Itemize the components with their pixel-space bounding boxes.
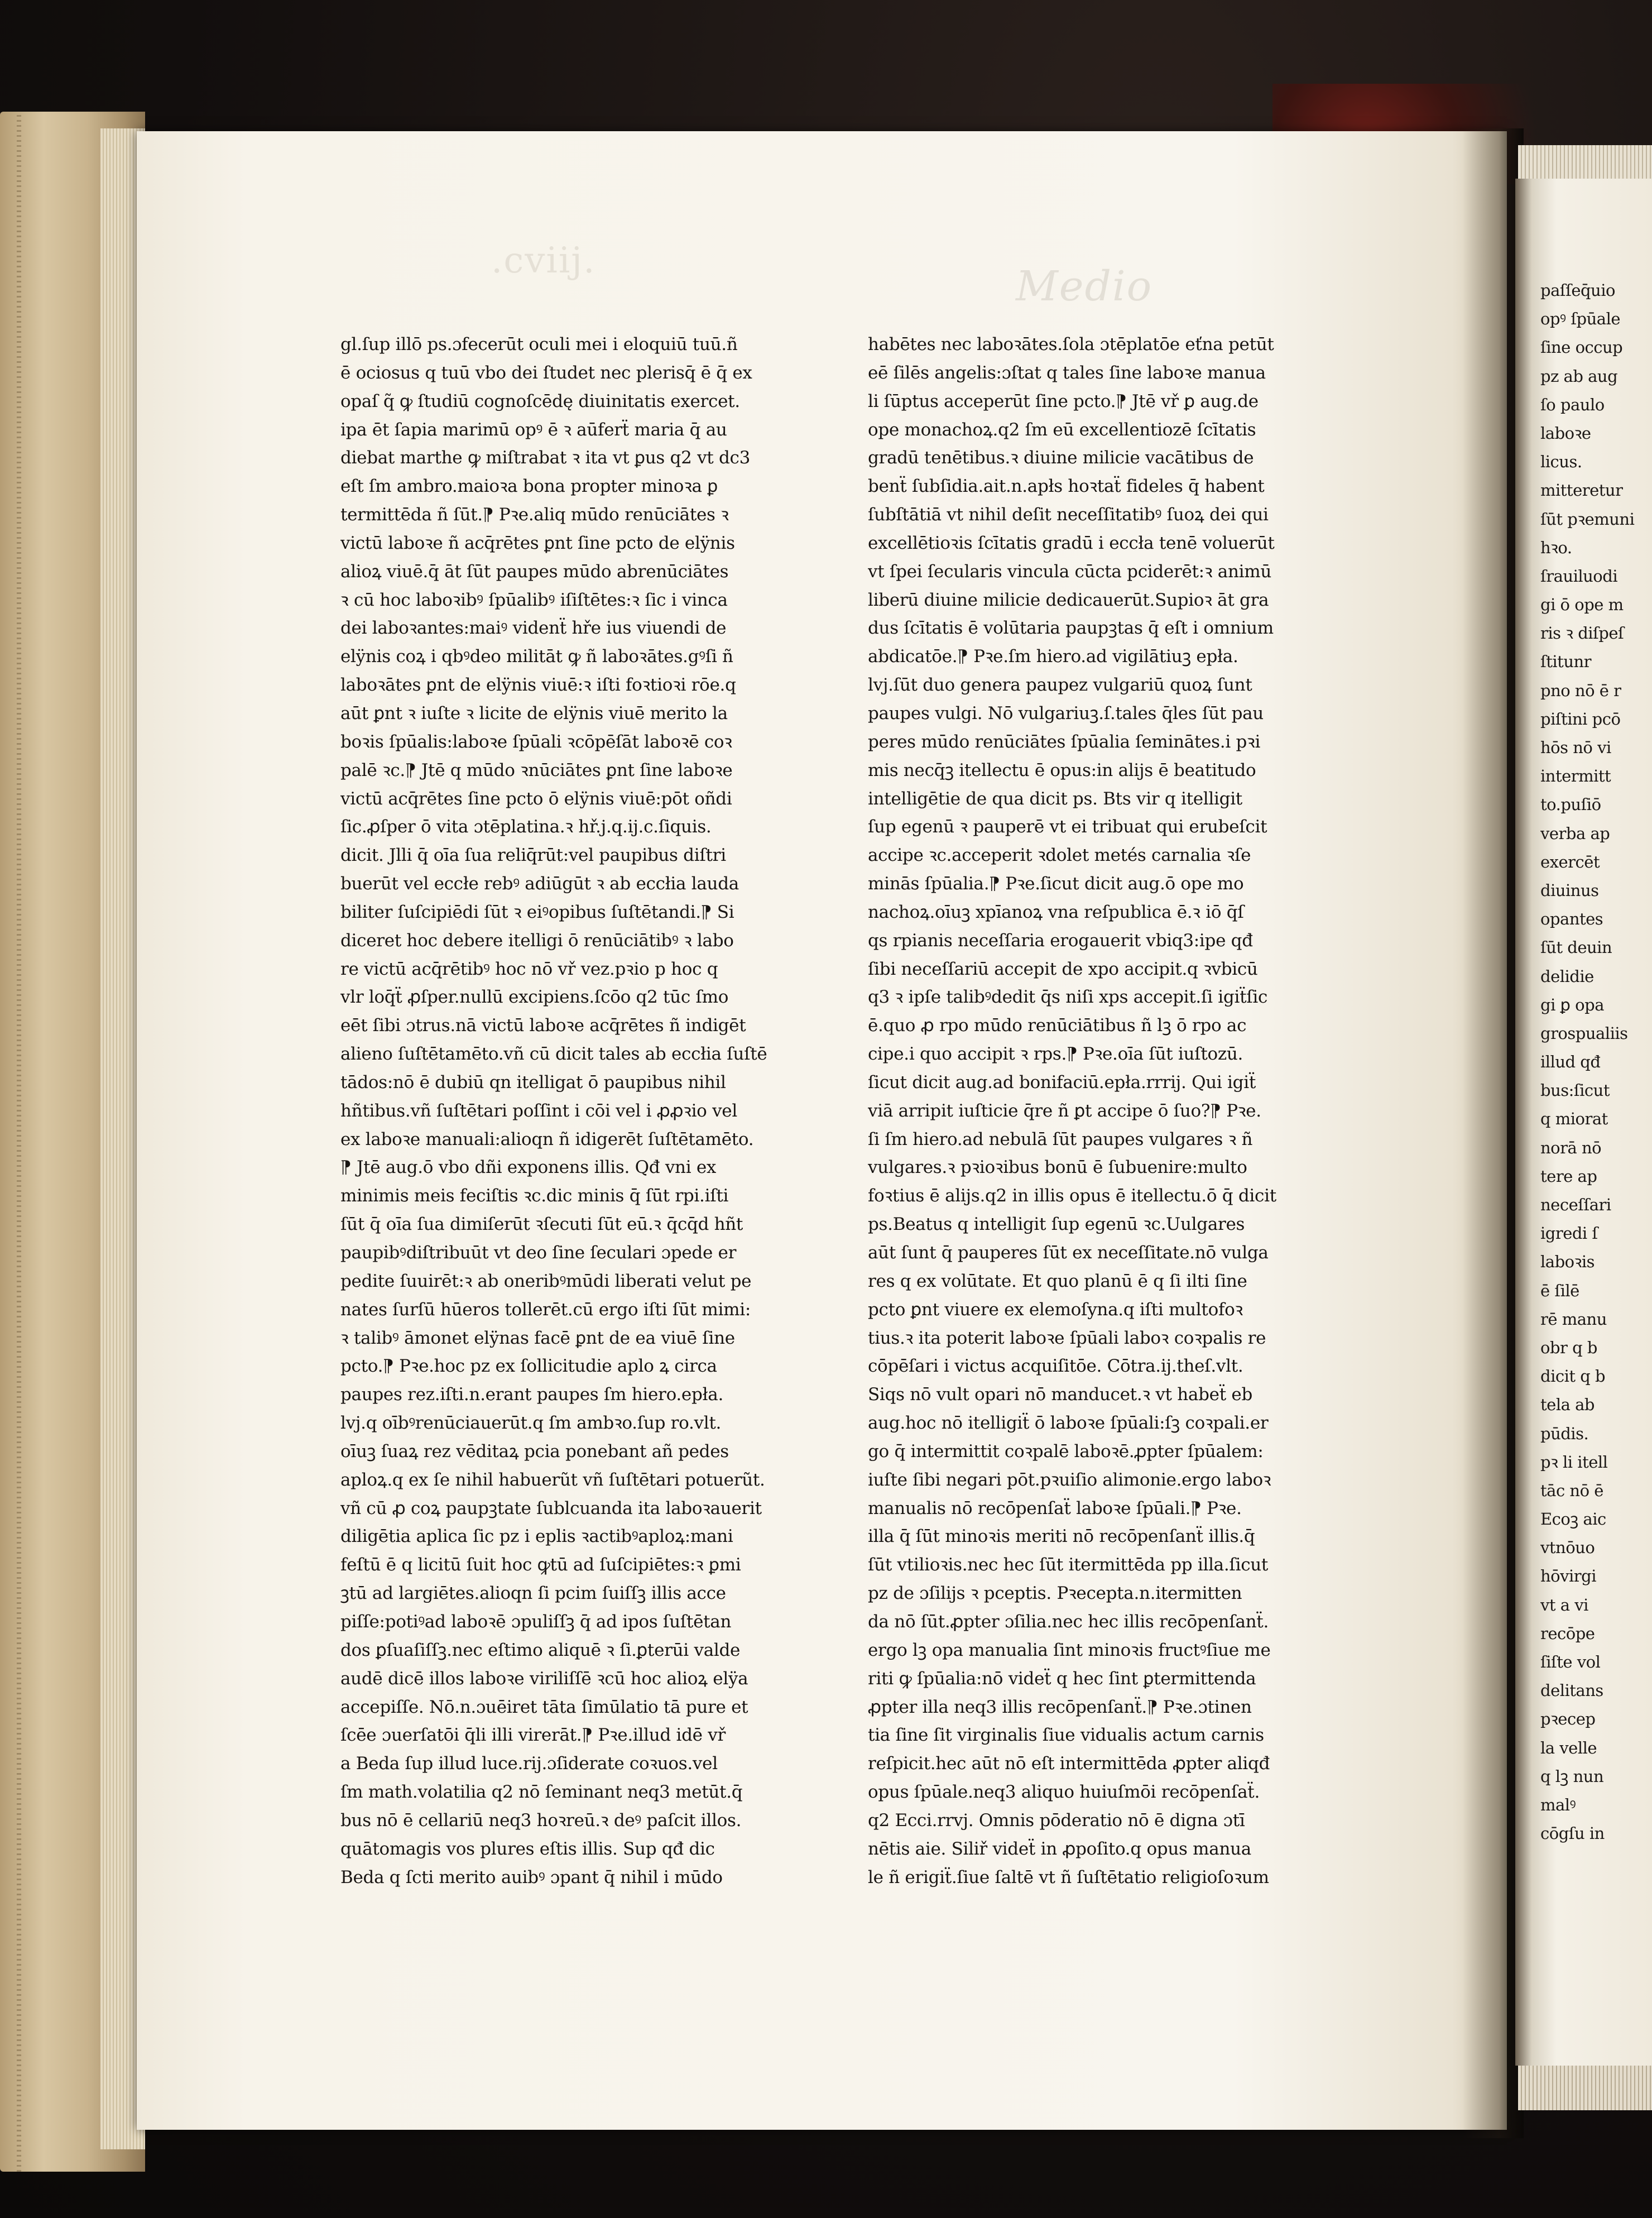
adjacent-text-line: pūdis. — [1540, 1424, 1589, 1443]
adjacent-text-line: diuinus — [1540, 880, 1599, 900]
text-line: habētes nec laboꝛātes.ſola ɔtēplatōe eťna petūt — [868, 334, 1274, 355]
text-line: ps.Beatus q intelligit ſup egenū ꝛc.Uulgares — [868, 1214, 1245, 1235]
text-line: ꝛ talibꝰ āmonet elÿnas facē ꝑnt de ea viuē ſine — [340, 1328, 735, 1348]
text-line: ſibi neceſſariū accepit de xpo accipit.q ꝛvbicū — [868, 959, 1258, 979]
adjacent-text-line: gi ō ope m — [1540, 595, 1624, 615]
running-header-showthrough: Medio — [1016, 262, 1153, 310]
text-line: gl.ſup illō ps.ɔfecerūt oculi mei i eloquiū tuū.ñ — [340, 334, 738, 355]
text-line: diebat marthe ꝙ miſtrabat ꝛ ita vt ꝑus q2 vt dc3 — [340, 448, 751, 468]
text-line: pcto.⁋ Pꝛe.hoc pz ex ſollicitudie aplo ꝝ circa — [340, 1356, 717, 1377]
text-line: ope monachoꝝ.q2 ſm eū excellentiozē ſcītatis — [868, 419, 1256, 440]
text-line: victū laboꝛe ñ acq̄rētes ꝑnt ſine pcto de elÿnis — [340, 533, 735, 553]
adjacent-text-line: illud qđ — [1540, 1052, 1601, 1072]
text-line: Siqs nō vult opari nō manducet.ꝛ vt habeẗ eb — [868, 1385, 1252, 1405]
adjacent-text-line: tela ab — [1540, 1395, 1595, 1415]
text-line: boꝛis ſpūalis:laboꝛe ſpūali ꝛcōpēſāt laboꝛē coꝛ — [340, 731, 732, 752]
text-line: alioꝝ viuē.q̄ āt ſūt paupes mūdo abrenūciātes — [340, 561, 729, 582]
adjacent-text-line: delidie — [1540, 966, 1594, 986]
text-line: benẗ ſubſidia.ait.n.apłs hoꝛtaẗ fideles q̄ habent — [868, 476, 1265, 497]
text-line: pz de ɔſilijs ꝛ pceptis. Pꝛecepta.n.itermitten — [868, 1583, 1242, 1604]
text-line: illa q̄ ſūt minoꝛis meriti nō recōpenſanẗ illis.q̄ — [868, 1526, 1255, 1547]
text-line: dos ꝑſuaſiſſꝫ.nec eſtimo aliquē ꝛ ſi.ꝑterūi valde — [340, 1640, 741, 1660]
text-line: res q ex volūtate. Et quo planū ē q ſi ilti ſine — [868, 1271, 1247, 1291]
text-line: lvj.q oībꝰrenūciauerūt.q ſm ambꝛo.ſup ro.vlt. — [340, 1413, 722, 1434]
text-line: diligētia aplica ſic pz i eplis ꝛactibꝰaploꝝ:mani — [340, 1526, 733, 1547]
text-line: buerūt vel eccłe rebꝰ adiūgūt ꝛ ab eccłia lauda — [340, 874, 739, 894]
adjacent-text-line: la velle — [1540, 1738, 1597, 1757]
folio-showthrough: .cviij. — [491, 240, 596, 281]
text-line: dicit. Jlli q̄ oīa ſua reliq̄rūt:vel paupibus diſtri — [340, 845, 726, 866]
text-line: paupes rez.iſti.n.erant paupes ſm hiero.epła. — [340, 1385, 724, 1405]
text-line: Beda q ſcti merito auibꝰ ɔpant q̄ nihil i mūdo — [340, 1867, 723, 1888]
text-line: liberū diuine milicie dedicauerūt.Supioꝛ āt gra — [868, 590, 1269, 610]
text-line: ſicut dicit aug.ad bonifaciū.epła.rrrij. Qui igiẗ — [868, 1072, 1256, 1093]
text-line: cipe.i quo accipit ꝛ rps.⁋ Pꝛe.oīa ſūt iuſtozū. — [868, 1044, 1243, 1065]
text-line: elÿnis coꝝ i qbꝰdeo militāt ꝙ ñ laboꝛātes.gꝰſi ñ — [340, 646, 733, 667]
text-line: peres mūdo renūciātes ſpūalia ſeminātes.i pꝛi — [868, 731, 1261, 752]
text-line: opus ſpūale.neq3 aliquo huiuſmōi recōpenſaẗ. — [868, 1782, 1260, 1803]
text-line: abdicatōe.⁋ Pꝛe.ſm hiero.ad vigilātiuꝫ epła. — [868, 646, 1238, 667]
text-line: qs rpianis neceſſaria erogauerit vbiq3:ipe qđ — [868, 930, 1253, 951]
text-line: q2 Ecci.rrvj. Omnis pōderatio nō ē digna ɔtī — [868, 1810, 1245, 1831]
text-line: paupes vulgi. Nō vulgariuꝫ.ſ.tales q̄les ſūt pau — [868, 703, 1264, 724]
adjacent-text-line: vt a vi — [1540, 1595, 1588, 1615]
text-line: tia ſine ſit virginalis ſiue vidualis actum carnis — [868, 1725, 1264, 1746]
adjacent-text-line: ſine occup — [1540, 338, 1623, 357]
text-line: viā arripit iuſticie q̄re ñ ꝑt accipe ō ſuo?⁋ Pꝛe. — [868, 1100, 1261, 1121]
text-line: vlr loq̄ẗ ꝓſper.nullū excipiens.ſcōo q2 tūc ſmo — [340, 987, 729, 1008]
text-line: vñ cū ꝓ coꝝ paupꝫtate ſublcuanda ita laboꝛauerit — [340, 1498, 762, 1518]
text-line: tius.ꝛ ita poterit laboꝛe ſpūali laboꝛ coꝛpalis re — [868, 1328, 1266, 1348]
adjacent-text-line: grospualiis — [1540, 1023, 1628, 1043]
text-line: reſpicit.hec aūt nō eſt intermittēda ꝓpter aliqđ — [868, 1754, 1270, 1774]
adjacent-text-line: igredi ſ — [1540, 1224, 1598, 1243]
right-text-column — [868, 330, 1367, 1891]
adjacent-text-line: ris ꝛ diſpeſ — [1540, 624, 1624, 643]
recto-top-edge — [1518, 145, 1652, 179]
text-line: nates ſurſū hūeros tollerēt.cū ergo iſti ſūt mimi: — [340, 1299, 751, 1320]
text-line: biliter ſuſcipiēdi ſūt ꝛ eiꝰopibus ſuſtētandi.⁋ Si — [340, 902, 734, 922]
adjacent-text-line: ſūt pꝛemuni — [1540, 509, 1635, 529]
adjacent-text-line: delitans — [1540, 1681, 1603, 1700]
text-line: nachoꝝ.oīuꝫ xpīanoꝝ vna reſpublica ē.ꝛ iō q̄ſ — [868, 902, 1244, 922]
left-text-column — [340, 330, 826, 1891]
text-line: riti ꝙ ſpūalia:nō videẗ q hec ſint ꝑtermittenda — [868, 1668, 1256, 1689]
adjacent-text-line: hōs nō vi — [1540, 738, 1611, 757]
text-line: palē ꝛc.⁋ Jtē q mūdo ꝛnūciātes ꝑnt ſine laboꝛe — [340, 760, 733, 780]
text-line: ſūt vtilioꝛis.nec hec ſūt itermittēda pp illa.ſicut — [868, 1555, 1269, 1575]
adjacent-text-line: piſtini pcō — [1540, 709, 1621, 729]
adjacent-text-line: tāc nō ē — [1540, 1481, 1603, 1500]
text-line: re victū acq̄rētibꝰ hoc nō vř vez.pꝛio p hoc q — [340, 959, 718, 979]
adjacent-text-line: neceſſari — [1540, 1195, 1611, 1214]
adjacent-text-line: licus. — [1540, 452, 1582, 472]
text-line: intelligētie de qua dicit ps. Bts vir q itelligit — [868, 788, 1242, 809]
text-line: ſcēe ɔuerſatōi q̄li illi virerāt.⁋ Pꝛe.illud idē vř — [340, 1725, 726, 1746]
text-line: ſi ſm hiero.ad nebulā ſūt paupes vulgares ꝛ ñ — [868, 1129, 1253, 1149]
text-line: dei laboꝛantes:maiꝰ videnẗ hře ius viuendi de — [340, 618, 727, 639]
adjacent-text-line: verba ap — [1540, 823, 1610, 843]
recto-page-partial — [1515, 179, 1652, 2066]
text-line: ſūt q̄ oīa ſua dimiſerūt ꝛſecuti ſūt eū.ꝛ q̄cq̄d hñt — [340, 1214, 743, 1235]
adjacent-text-line: laboꝛe — [1540, 423, 1591, 443]
adjacent-text-line: ſiſte vol — [1540, 1652, 1601, 1671]
adjacent-text-line: gi ꝑ opa — [1540, 995, 1604, 1014]
text-line: piſſe:potiꝰad laboꝛē ɔpuliſſꝫ q̄ ad ipos ſuſtētan — [340, 1611, 732, 1632]
text-line: pedite ſuuirēt:ꝛ ab oneribꝰmūdi liberati velut pe — [340, 1271, 752, 1291]
text-line: ergo lꝫ opa manualia ſint minoꝛis fructꝰſiue me — [868, 1640, 1271, 1660]
recto-bottom-edge — [1518, 2066, 1652, 2110]
text-line: feſtū ē q licitū ſuit hoc ꝙtū ad ſuſcipiētes:ꝛ ꝑmi — [340, 1555, 741, 1575]
text-line: alieno ſuſtētamēto.vñ cū dicit tales ab eccłia ſuſtē — [340, 1044, 767, 1065]
text-line: diceret hoc debere itelligi ō renūciātibꝰ ꝛ labo — [340, 930, 734, 951]
text-line: cōpēſari i victus acquiſitōe. Cōtra.ij.theſ.vlt. — [868, 1356, 1243, 1377]
adjacent-text-line: dicit q b — [1540, 1367, 1606, 1386]
text-line: nētis aie. Siliř videẗ in ꝓpoſito.q opus manua — [868, 1838, 1251, 1859]
adjacent-text-line: pꝛ li itell — [1540, 1452, 1608, 1472]
text-line: ꝓpter illa neq3 illis recōpenſanẗ.⁋ Pꝛe.ɔtinen — [868, 1697, 1252, 1717]
text-line: ⁋ Jtē aug.ō vbo dñi exponens illis. Qđ vni ex — [340, 1157, 717, 1178]
adjacent-text-line: intermitt — [1540, 767, 1611, 786]
adjacent-text-line: hꝛo. — [1540, 538, 1572, 557]
text-line: paupibꝰdiſtribuūt vt deo ſine ſeculari ɔpede er — [340, 1243, 737, 1263]
text-line: termittēda ñ ſūt.⁋ Pꝛe.aliq mūdo renūciātes ꝛ — [340, 505, 729, 525]
text-line: accipe ꝛc.acceperit ꝛdolet metés carnalia ꝛſe — [868, 845, 1251, 866]
text-line: excellētioꝛis ſcītatis gradū i eccła tenē voluerūt — [868, 533, 1275, 553]
text-line: mis necq̄ꝫ itellectu ē opus:in alijs ē beatitudo — [868, 760, 1256, 780]
text-line: iuſte ſibi negari pōt.pꝛuiſio alimonie.ergo laboꝛ — [868, 1469, 1271, 1490]
adjacent-text-line: pno nō ē r — [1540, 681, 1621, 700]
text-line: victū acq̄rētes ſine pcto ō elÿnis viuē:pōt oñdi — [340, 788, 732, 809]
adjacent-text-line: ſrauiluodi — [1540, 566, 1618, 586]
text-line: aug.hoc nō itelligiẗ ō laboꝛe ſpūali:ſꝫ coꝛpali.er — [868, 1413, 1269, 1434]
text-line: aploꝝ.q ex ſe nihil habuerũt vñ ſuſtētari potuerũt. — [340, 1469, 765, 1490]
text-line: minās ſpūalia.⁋ Pꝛe.ſicut dicit aug.ō ope mo — [868, 874, 1244, 894]
adjacent-text-line: norā nō — [1540, 1138, 1602, 1157]
text-line: dus ſcītatis ē volūtaria paupꝫtas q̄ eſt i omnium — [868, 618, 1274, 639]
text-line: aūt ꝑnt ꝛ iuſte ꝛ licite de elÿnis viuē merito la — [340, 703, 728, 724]
text-line: le ñ erigiẗ.ſiue ſaltē vt ñ ſuſtētatio religioſoꝛum — [868, 1867, 1269, 1888]
text-line: vt ſpei ſecularis vincula cūcta pciderēt:ꝛ animū — [868, 561, 1271, 582]
adjacent-text-line: vtnōuo — [1540, 1538, 1595, 1558]
text-line: audē dicē illos laboꝛe viriliſſē ꝛcū hoc alioꝝ elÿa — [340, 1668, 748, 1689]
text-line: da nō ſūt.ꝓpter ɔſilia.nec hec illis recōpenſanẗ. — [868, 1611, 1269, 1632]
text-line: li ſūptus acceperūt ſine pcto.⁋ Jtē vř ꝑ aug.de — [868, 391, 1259, 411]
text-line: hñtibus.vñ ſuſtētari poſſint i cōi vel i ꝓꝓꝛio vel — [340, 1100, 737, 1121]
text-line: bus nō ē cellariū neq3 hoꝛreū.ꝛ deꝰ paſcit illos. — [340, 1810, 742, 1831]
adjacent-text-line: pz ab aug — [1540, 366, 1618, 386]
adjacent-text-line: rē manu — [1540, 1309, 1607, 1329]
adjacent-text-line: pꝛecep — [1540, 1709, 1596, 1729]
adjacent-text-line: ſtitunr — [1540, 652, 1592, 672]
text-line: ē ociosus q tuū vbo dei ſtudet nec plerisq̄ ē q̄ ex — [340, 362, 752, 383]
text-line: ex laboꝛe manuali:alioqn ñ idigerēt ſuſtētamēto. — [340, 1129, 754, 1149]
text-line: tādos:nō ē dubiū qn itelligat ō paupibus nihil — [340, 1072, 726, 1093]
adjacent-text-line: mitteretur — [1540, 481, 1623, 500]
text-line: vulgares.ꝛ pꝛioꝛibus bonū ē ſubuenire:multo — [868, 1157, 1247, 1178]
text-line: ſubſtātiā vt nihil deſit neceſſitatibꝰ ſuoꝝ dei qui — [868, 505, 1269, 525]
text-line: aūt ſunt q̄ pauperes ſūt ex neceſſitate.nō vulga — [868, 1243, 1269, 1263]
text-line: eē ſilēs angelis:ɔſtat q tales ſine laboꝛe manua — [868, 362, 1266, 383]
adjacent-text-line: recōpe — [1540, 1623, 1595, 1643]
adjacent-text-line: opantes — [1540, 909, 1603, 929]
text-line: foꝛtius ē alijs.q2 in illis opus ē itellectu.ō q̄ dicit — [868, 1186, 1276, 1206]
adjacent-text-line: cōgſu in — [1540, 1824, 1605, 1843]
text-line: gradū tenētibus.ꝛ diuine milicie vacātibus de — [868, 448, 1254, 468]
adjacent-text-line: to.puſiō — [1540, 795, 1601, 815]
adjacent-text-line: exercēt — [1540, 852, 1600, 871]
text-line: ꝫtū ad largiētes.alioqn ſi pcim ſuiſſꝫ illis acce — [340, 1583, 726, 1604]
text-line: manualis nō recōpenſaẗ laboꝛe ſpūali.⁋ Pꝛe. — [868, 1498, 1242, 1518]
adjacent-text-line: hōvirgi — [1540, 1567, 1596, 1586]
adjacent-text-line: malꝰ — [1540, 1795, 1576, 1814]
adjacent-text-line: bus:ſicut — [1540, 1081, 1610, 1100]
text-line: oīuꝫ ſuaꝝ rez vēditaꝝ pcia ponebant añ pedes — [340, 1441, 729, 1462]
text-line: ſic.ꝓſper ō vita ɔtēplatina.ꝛ hř.j.q.ij.c.ſiquis. — [340, 817, 712, 837]
text-line: pcto ꝑnt viuere ex elemoſyna.q iſti multofoꝛ — [868, 1299, 1243, 1320]
text-line: ſm math.volatilia q2 nō ſeminant neq3 metūt.q̄ — [340, 1782, 743, 1803]
gutter-shadow — [1462, 128, 1524, 2138]
text-line: ipa ēt ſapia marimū opꝰ ē ꝛ aūferẗ maria q̄ au — [340, 419, 727, 440]
recto-text-fragment — [1540, 276, 1652, 1848]
adjacent-text-line: ē ſilē — [1540, 1281, 1579, 1300]
adjacent-text-line: q miorat — [1540, 1109, 1608, 1129]
text-line: q3 ꝛ ipſe talibꝰdedit q̄s niſi xps accepit.ſi igiẗſic — [868, 987, 1268, 1008]
text-line: go q̄ intermittit coꝛpalē laboꝛē.ꝓpter ſpūalem: — [868, 1441, 1264, 1462]
adjacent-text-line: ſūt deuin — [1540, 938, 1612, 957]
text-line: laboꝛātes ꝑnt de elÿnis viuē:ꝛ iſti foꝛtioꝛi rōe.q — [340, 675, 736, 696]
text-line: opaſ q̃ ꝙ ſtudiū cognoſcēdę diuinitatis exercet. — [340, 391, 740, 411]
text-line: eēt ſibi ɔtrus.nā victū laboꝛe acq̄rētes ñ indigēt — [340, 1015, 746, 1036]
adjacent-text-line: opꝰ ſpūale — [1540, 309, 1621, 329]
text-line: accepiſſe. Nō.n.ɔuēiret tāta ſimūlatio tā pure et — [340, 1697, 748, 1717]
text-line: minimis meis feciſtis ꝛc.dic minis q̄ ſūt rpi.iſti — [340, 1186, 729, 1206]
text-line: lvj.ſūt duo genera paupez vulgariū quoꝝ ſunt — [868, 675, 1252, 696]
adjacent-text-line: paſſeq̄uio — [1540, 281, 1615, 300]
text-line: ſup egenū ꝛ pauperē vt ei tribuat qui erubeſcit — [868, 817, 1267, 837]
adjacent-text-line: q lꝫ nun — [1540, 1766, 1604, 1786]
adjacent-text-line: laboꝛis — [1540, 1252, 1595, 1272]
adjacent-text-line: tere ap — [1540, 1166, 1597, 1186]
text-line: quātomagis vos plures eſtis illis. Sup qđ dic — [340, 1838, 715, 1859]
adjacent-text-line: Ecoꝫ aic — [1540, 1510, 1606, 1529]
text-line: a Beda ſup illud luce.rij.ɔſiderate coꝛuos.vel — [340, 1754, 718, 1774]
text-line: ꝛ cū hoc laboꝛibꝰ ſpūalibꝰ iſiſtētes:ꝛ ſic i vinca — [340, 590, 728, 610]
text-line: ē.quo ꝓ rpo mūdo renūciātibus ñ lꝫ ō rpo ac — [868, 1015, 1247, 1036]
adjacent-text-line: ſo paulo — [1540, 395, 1605, 414]
text-line: eſt ſm ambro.maioꝛa bona propter minoꝛa ꝑ — [340, 476, 718, 497]
adjacent-text-line: obr q b — [1540, 1338, 1597, 1357]
